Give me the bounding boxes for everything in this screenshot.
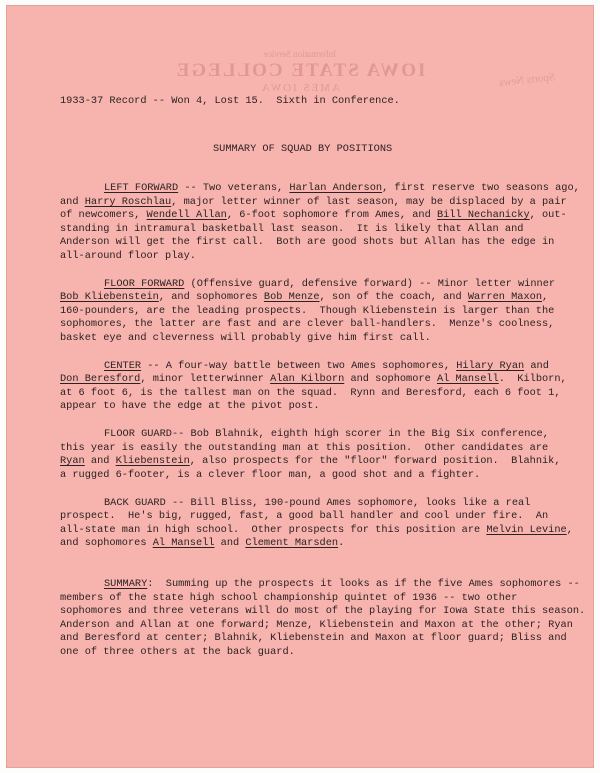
ff-line-1: FLOOR FORWARD (Offensive guard, defensive forward) -- Minor letter winner xyxy=(104,278,556,290)
player-hilary-ryan: Hilary Ryan xyxy=(456,360,525,372)
lf-line-5: Anderson will get the first call. Both are good shots but Allan has the edge in xyxy=(60,236,555,248)
player-warren-maxon: Warren Maxon xyxy=(467,291,543,303)
bleed-sports-news: Sports News xyxy=(498,71,556,89)
lf-line-6: all-around floor play. xyxy=(60,250,196,262)
fg-line-4: a rugged 6-footer, is a clever floor man, a good shot and a fighter. xyxy=(60,469,481,481)
c-heading: CENTER xyxy=(104,360,142,372)
player-al-mansell-2: Al Mansell xyxy=(152,537,215,549)
player-bob-kliebenstein: Bob Kliebenstein xyxy=(60,291,159,303)
player-bill-nechanicky: Bill Nechanicky xyxy=(436,209,530,221)
player-harlan-anderson: Harlan Anderson xyxy=(289,182,383,194)
fg-line-3: Ryan and Kliebenstein, also prospects for the "floor" forward position. Blahnik, xyxy=(60,455,561,467)
bleed-college-name: IOWA STATE COLLEGE xyxy=(174,60,426,81)
page-title: SUMMARY OF SQUAD BY POSITIONS xyxy=(213,143,393,155)
c-line-4: appear to have the edge at the pivot post. xyxy=(60,400,320,412)
player-don-beresford: Don Beresford xyxy=(60,373,141,385)
bg-line-1: BACK GUARD -- Bill Bliss, 190-pound Ames sophomore, looks like a real xyxy=(104,497,531,509)
s-line-5: and Beresford at center; Blahnik, Kliebenstein and Maxon at floor guard; Bliss and xyxy=(60,632,567,644)
lf-line-3: of newcomers, Wendell Allan, 6-foot sophomore from Ames, and Bill Nechanicky, out- xyxy=(60,209,567,221)
lf-line-4: standing in intramural basketball last season. It is likely that Allan and xyxy=(60,223,524,235)
bg-line-3: all-state man in high school. Other prospects for this position are Melvin Levine, xyxy=(60,524,573,536)
player-bob-menze: Bob Menze xyxy=(263,291,320,303)
player-kliebenstein: Kliebenstein xyxy=(115,455,190,467)
player-alan-kilborn: Alan Kilborn xyxy=(270,373,345,385)
player-melvin-levine: Melvin Levine xyxy=(486,524,567,536)
player-harry-roschlau: Harry Roschlau xyxy=(84,196,172,208)
s-line-6: one of three others at the back guard. xyxy=(60,646,295,658)
s-line-2: members of the state high school championship quintet of 1936 -- two other xyxy=(60,592,518,604)
bleed-city: AMES IOWA xyxy=(259,82,341,94)
player-ryan: Ryan xyxy=(60,455,85,467)
ff-line-2: Bob Kliebenstein, and sophomores Bob Menze, son of the coach, and Warren Maxon, xyxy=(60,291,549,303)
fg-line-2: this year is easily the outstanding man at this position. Other candidates are xyxy=(60,442,549,454)
player-clement-marsden: Clement Marsden xyxy=(245,537,339,549)
player-wendell-allan: Wendell Allan xyxy=(146,209,227,221)
c-line-1: CENTER -- A four-way battle between two Ames sophomores, Hilary Ryan and xyxy=(104,360,549,372)
summary-heading: SUMMARY xyxy=(104,578,148,590)
c-line-3: at 6 foot 6, is the tallest man on the squad. Rynn and Beresford, each 6 foot 1, xyxy=(60,387,561,399)
fg-heading: FLOOR GUARD xyxy=(104,428,172,440)
bg-heading: BACK GUARD xyxy=(104,497,166,509)
s-line-1: SUMMARY: Summing up the prospects it looks as if the five Ames sophomores -- xyxy=(104,578,580,590)
lf-line-1: LEFT FORWARD -- Two veterans, Harlan Anderson, first reserve two seasons ago, xyxy=(104,182,580,194)
lf-line-2: and Harry Roschlau, major letter winner of last season, may be displaced by a pair xyxy=(60,196,567,208)
bg-line-2: prospect. He's big, rugged, fast, a good ball handler and cool under fire. An xyxy=(60,510,549,522)
s-line-3: sophomores and three veterans will do most of the playing for Iowa State this season. xyxy=(60,605,586,617)
ff-line-4: sophomores, the latter are fast and are clever ball-handlers. Menze's coolness, xyxy=(60,318,555,330)
c-line-2: Don Beresford, minor letterwinner Alan Kilborn and sophomore Al Mansell. Kilborn, xyxy=(60,373,567,385)
lf-heading: LEFT FORWARD xyxy=(104,182,179,194)
bg-line-4: and sophomores Al Mansell and Clement Marsden. xyxy=(60,537,345,549)
s-line-4: Anderson and Allan at one forward; Menze, Kliebenstein and Maxon at the other; Ryan xyxy=(60,619,573,631)
ff-heading: FLOOR FORWARD xyxy=(104,278,185,290)
ff-line-3: 160-pounders, are the leading prospects. Though Kliebenstein is larger than the xyxy=(60,305,555,317)
bleed-info-service: Information Service xyxy=(263,49,337,59)
fg-line-1: FLOOR GUARD-- Bob Blahnik, eighth high scorer in the Big Six conference, xyxy=(104,428,549,440)
player-al-mansell: Al Mansell xyxy=(436,373,499,385)
record-line: 1933-37 Record -- Won 4, Lost 15. Sixth in Conference. xyxy=(60,95,400,107)
ff-line-5: basket eye and cleverness will probably give him first call. xyxy=(60,332,431,344)
